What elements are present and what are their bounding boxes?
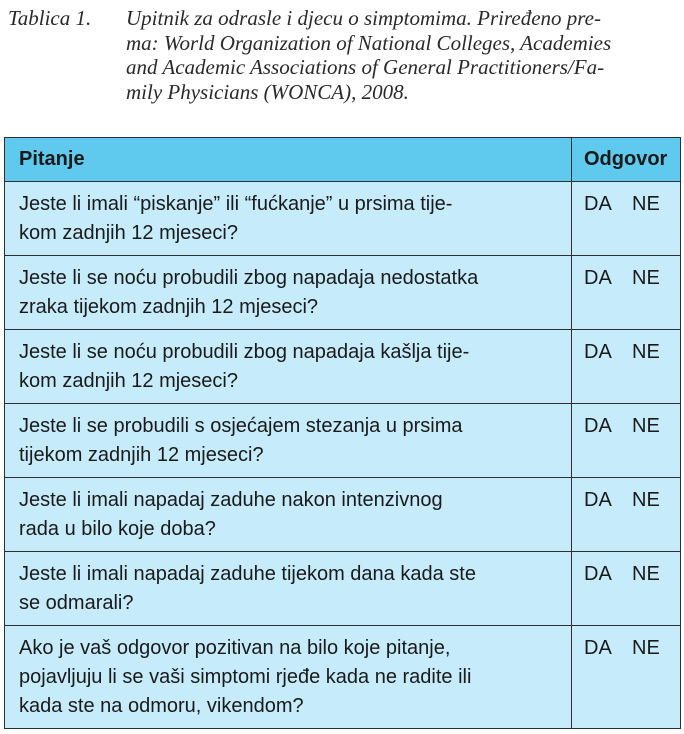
table-row <box>5 256 681 330</box>
answer-cell <box>572 478 681 552</box>
question-text: se odmarali? <box>19 592 134 614</box>
question-text: tijekom zadnjih 12 mjeseci? <box>19 444 264 466</box>
answer-no-option[interactable]: NE <box>632 563 660 585</box>
question-text: pojavljuju li se vaši simptomi rjeđe kada ne radite ili <box>19 666 472 688</box>
answer-no-option[interactable]: NE <box>632 267 660 289</box>
question-text: Jeste li se probudili s osjećajem stezanja u prsima <box>19 415 463 437</box>
question-text: zraka tijekom zadnjih 12 mjeseci? <box>19 296 319 318</box>
answer-yes-option[interactable]: DA <box>584 563 612 585</box>
question-text: rada u bilo koje doba? <box>19 518 216 540</box>
answer-yes-option[interactable]: DA <box>584 193 612 215</box>
question-cell <box>5 256 572 330</box>
answer-yes-option[interactable]: DA <box>584 341 612 363</box>
answer-yes-option[interactable]: DA <box>584 489 612 511</box>
table-row <box>5 404 681 478</box>
table-row <box>5 626 681 729</box>
questionnaire-table <box>4 137 681 729</box>
answer-cell <box>572 182 681 256</box>
answer-no-option[interactable]: NE <box>632 193 660 215</box>
question-cell <box>5 182 572 256</box>
question-cell <box>5 626 572 729</box>
answer-cell <box>572 552 681 626</box>
answer-no-option[interactable]: NE <box>632 637 660 659</box>
caption-line: Upitnik za odrasle i djecu o simptomima. Priređeno pre- <box>126 6 601 30</box>
question-text: Jeste li imali napadaj zaduhe tijekom dana kada ste <box>19 563 476 585</box>
answer-cell <box>572 256 681 330</box>
question-cell <box>5 478 572 552</box>
answer-no-option[interactable]: NE <box>632 341 660 363</box>
caption-text <box>126 6 678 104</box>
question-text: kom zadnjih 12 mjeseci? <box>19 222 238 244</box>
question-text: kom zadnjih 12 mjeseci? <box>19 370 238 392</box>
question-cell <box>5 404 572 478</box>
caption-line: mily Physicians (WONCA), 2008. <box>126 79 409 104</box>
table-row <box>5 478 681 552</box>
question-text: Jeste li se noću probudili zbog napadaja kašlja tije- <box>19 341 470 363</box>
answer-cell <box>572 330 681 404</box>
answer-yes-option[interactable]: DA <box>584 267 612 289</box>
question-text: Jeste li se noću probudili zbog napadaja nedostatka <box>19 267 479 289</box>
answer-no-option[interactable]: NE <box>632 489 660 511</box>
header-answer: Odgovor <box>572 138 681 182</box>
caption-label: Tablica 1. <box>8 6 92 30</box>
question-text: Ako je vaš odgovor pozitivan na bilo koje pitanje, <box>19 637 451 659</box>
table-row <box>5 330 681 404</box>
answer-cell <box>572 626 681 729</box>
caption-line: and Academic Associations of General Practitioners/Fa- <box>126 55 605 79</box>
header-row <box>5 138 681 182</box>
answer-cell <box>572 404 681 478</box>
question-text: Jeste li imali napadaj zaduhe nakon intenzivnog <box>19 489 443 511</box>
caption-line: ma: World Organization of National Colleges, Academies <box>126 30 612 55</box>
answer-yes-option[interactable]: DA <box>584 637 612 659</box>
question-cell <box>5 552 572 626</box>
header-question: Pitanje <box>5 138 572 182</box>
table-row <box>5 182 681 256</box>
question-cell <box>5 330 572 404</box>
question-text: Jeste li imali “piskanje” ili “fućkanje” u prsima tije- <box>19 193 453 215</box>
answer-yes-option[interactable]: DA <box>584 415 612 437</box>
table-row <box>5 552 681 626</box>
question-text: kada ste na odmoru, vikendom? <box>19 695 304 717</box>
answer-no-option[interactable]: NE <box>632 415 660 437</box>
